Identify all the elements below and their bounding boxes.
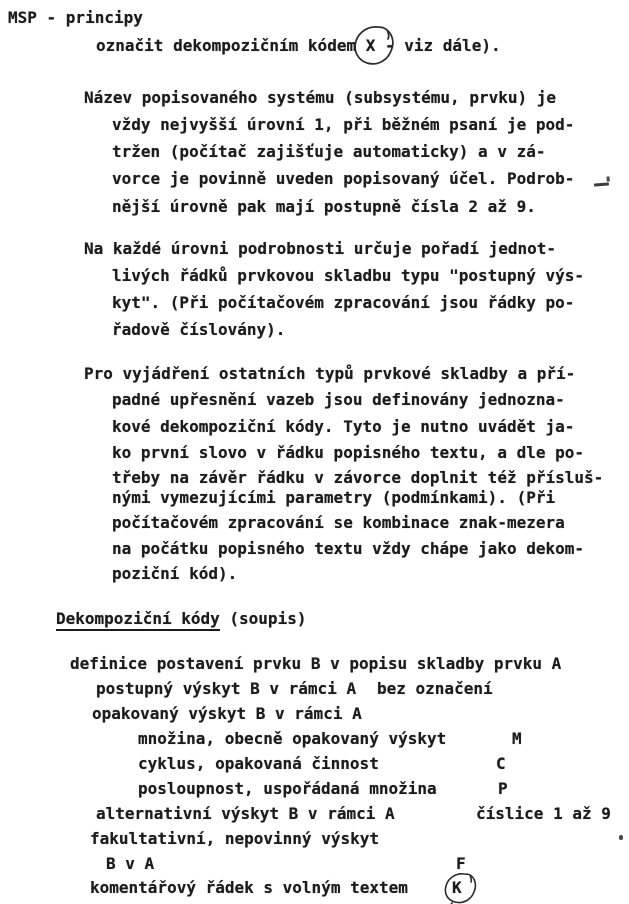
code-value: číslice 1 až 9: [476, 804, 611, 823]
code-list-row: definice postavení prvku B v popisu skladby prvku A: [70, 654, 562, 673]
paragraph-line: vorce je povinně uveden popisovaný účel. Podrob-: [112, 169, 575, 188]
section-heading: [0, 609, 629, 629]
code-list-row: postupný výskyt B v rámci A bez označení: [96, 679, 493, 698]
paragraph-line: ko první slovo v řádku popisného textu, a dle po-: [112, 443, 585, 462]
document-title: MSP - principy: [8, 8, 143, 27]
paragraph-line: Pro vyjádření ostatních typů prvkové skladby a pří-: [84, 364, 576, 383]
code-list-row: cyklus, opakovaná činnost C: [138, 754, 506, 773]
code-value: C: [496, 754, 506, 773]
code-list-row: posloupnost, uspořádaná množina P: [138, 779, 508, 798]
code-list-row: fakultativní, nepovinný výskyt: [90, 829, 379, 848]
paragraph-line: nější úrovně pak mají postupně čísla 2 až 9.: [112, 197, 536, 216]
paragraph-line: tržen (počítač zajišťuje automaticky) a v zá-: [112, 142, 546, 161]
scan-artifact-dot: [619, 835, 623, 840]
paragraph-line: Na každé úrovni podrobnosti určuje pořadí jednot-: [84, 239, 557, 258]
code-list-row: množina, obecně opakovaný výskyt M: [138, 729, 522, 748]
paragraph-line: řadově číslovány).: [112, 320, 286, 339]
code-value: P: [498, 779, 508, 798]
paragraph-line: kové dekompoziční kódy. Tyto je nutno uvádět ja-: [112, 417, 575, 436]
paragraph-line: Název popisovaného systému (subsystému, prvku) je: [84, 88, 557, 107]
intro-line: [0, 36, 629, 56]
section-heading-underlined: Dekompoziční kódy: [56, 609, 220, 631]
paragraph-line: kyt". (Při počítačovém zpracování jsou řádky po-: [112, 293, 575, 312]
intro-line-prefix: označit dekompozičním kódem: [96, 36, 366, 55]
paragraph-line: livých řádků prvkovou skladbu typu "postupný výs-: [112, 266, 585, 285]
circled-code-x: X: [366, 36, 376, 56]
section-heading-suffix: (soupis): [219, 609, 307, 628]
paragraph-line: nými vymezujícími parametry (podmínkami). (Při: [112, 488, 556, 507]
code-value: F: [456, 854, 466, 873]
code-value: M: [512, 729, 522, 748]
code-list-row: alternativní výskyt B v rámci A číslice 1 až 9: [96, 804, 611, 823]
paragraph-line: počítačovém zpracování se kombinace znak-mezera: [112, 513, 565, 532]
code-list-row: komentářový řádek s volným textem K: [0, 878, 629, 898]
circled-code-k: K: [452, 878, 462, 898]
paragraph-line: padné upřesnění vazeb jsou definovány jednozna-: [112, 390, 565, 409]
code-list-row: B v A F: [106, 854, 466, 873]
code-value: bez označení: [377, 679, 493, 698]
paragraph-line: vždy nejvyšší úrovní 1, při běžném psaní je pod-: [112, 115, 575, 134]
code-list-row: opakovaný výskyt B v rámci A: [92, 704, 362, 723]
intro-line-suffix: - viz dále).: [375, 36, 501, 55]
paragraph-line: třeby na závěr řádku v závorce doplnit též přísluš-: [112, 468, 604, 487]
paragraph-line: poziční kód).: [112, 564, 238, 583]
paragraph-line: na počátku popisného textu vždy chápe jako dekom-: [112, 539, 585, 558]
